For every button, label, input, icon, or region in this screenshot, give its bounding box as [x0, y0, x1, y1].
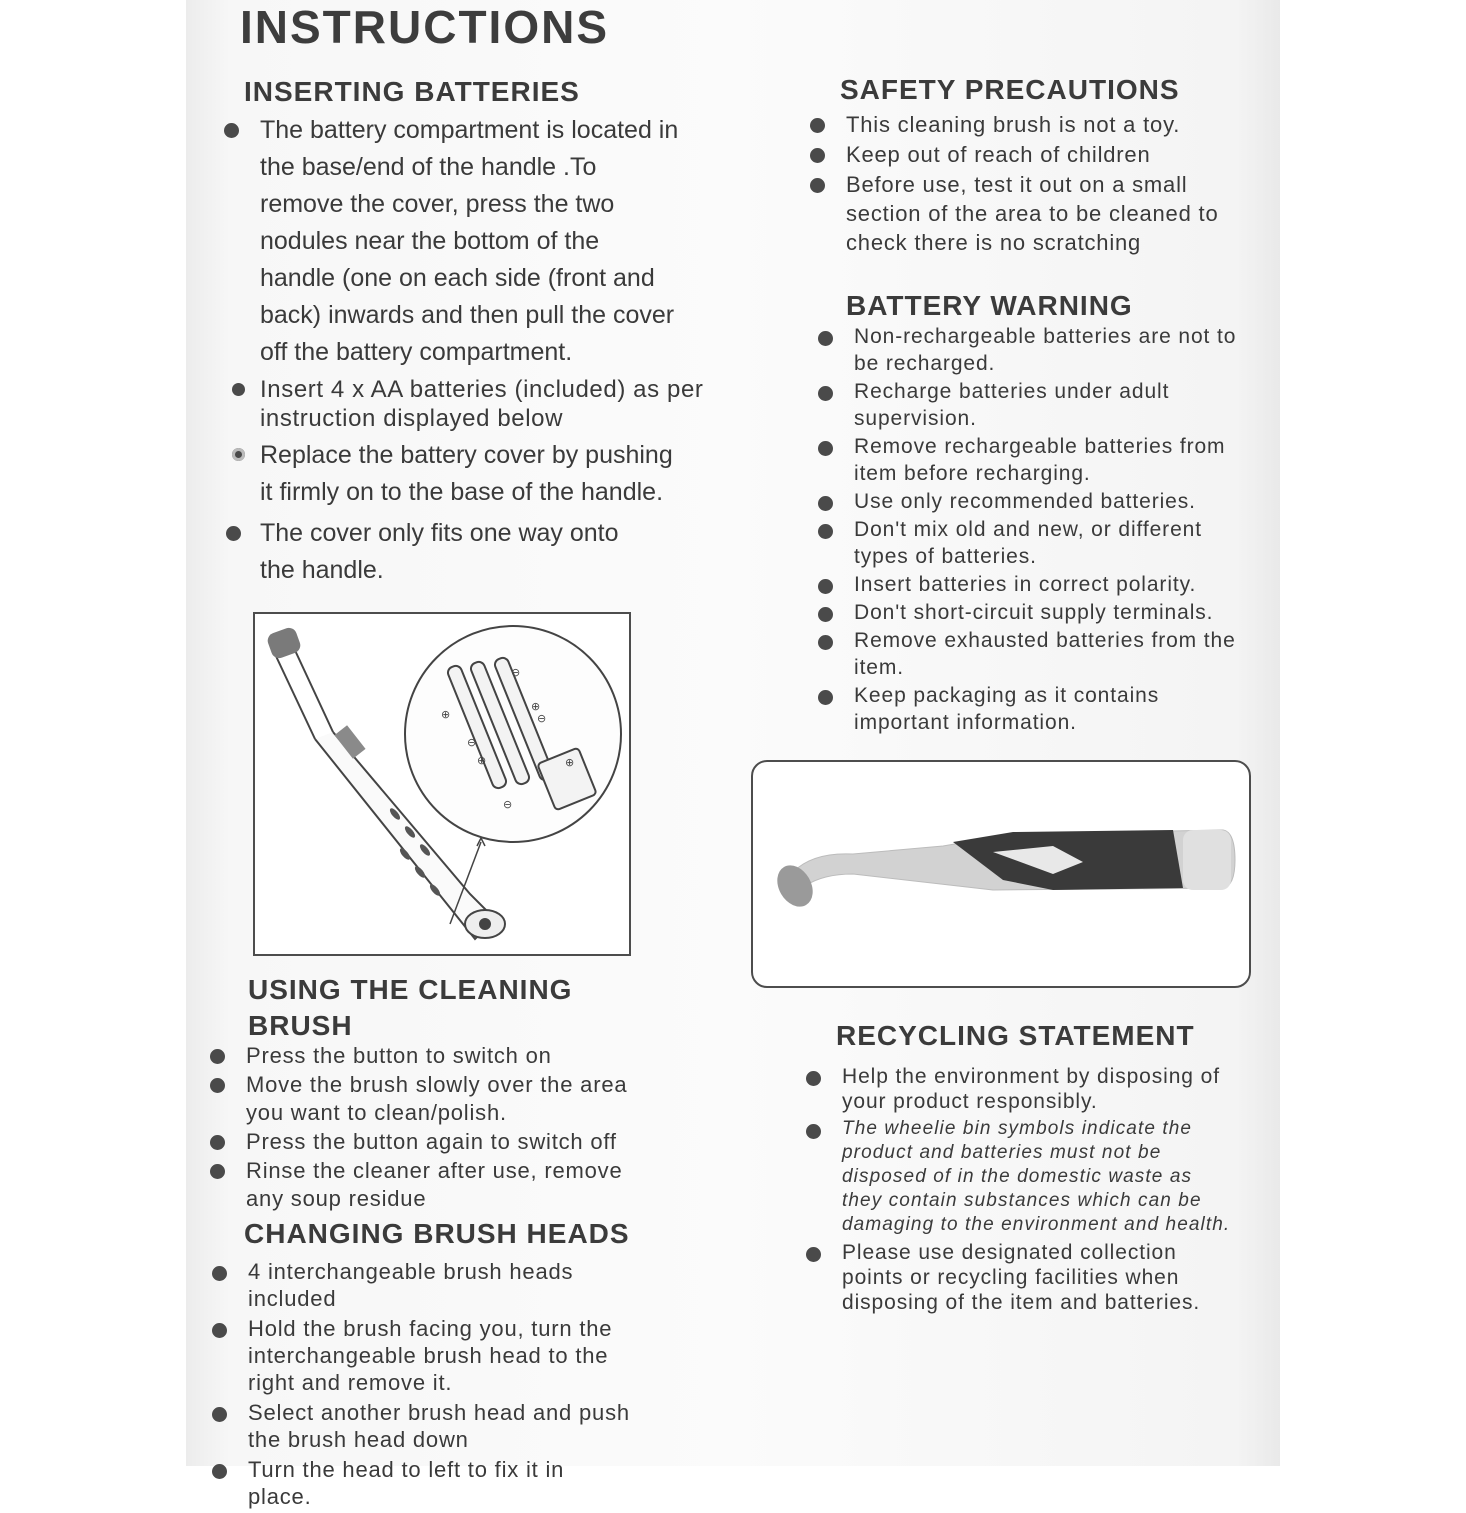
brush-battery-illustration	[255, 614, 629, 954]
list-item: This cleaning brush is not a toy.	[810, 110, 1220, 139]
list-item: Don't short-circuit supply terminals.	[818, 599, 1238, 626]
svg-text:⊖: ⊖	[503, 798, 513, 811]
list-item: Hold the brush facing you, turn the interchangeable brush head to the right and remove it.	[212, 1315, 632, 1396]
changing-heads-list	[212, 1258, 632, 1513]
svg-text:⊕: ⊕	[531, 700, 541, 713]
using-brush-heading: USING THE CLEANING BRUSH	[248, 974, 573, 1041]
svg-text:⊖: ⊖	[511, 666, 521, 679]
list-item: Use only recommended batteries.	[818, 488, 1238, 515]
list-item: Press the button again to switch off	[210, 1128, 650, 1156]
list-item: Keep packaging as it contains important information.	[818, 682, 1238, 736]
svg-text:⊕: ⊕	[565, 756, 575, 769]
using-brush-list	[210, 1042, 650, 1214]
list-item: Remove exhausted batteries from the item.	[818, 627, 1238, 681]
list-item: Rinse the cleaner after use, remove any soup residue	[210, 1157, 650, 1213]
battery-warning-list	[818, 323, 1238, 737]
svg-text:⊖: ⊖	[467, 736, 477, 749]
battery-insertion-diagram	[253, 612, 631, 956]
list-item: Insert 4 x AA batteries (included) as per instruction displayed below	[224, 375, 705, 433]
battery-warning-heading: BATTERY WARNING	[846, 290, 1133, 321]
list-item: Non-rechargeable batteries are not to be recharged.	[818, 323, 1238, 377]
list-item: Select another brush head and push the brush head down	[212, 1399, 632, 1453]
svg-text:⊕: ⊕	[477, 754, 487, 767]
list-item: 4 interchangeable brush heads included	[212, 1258, 632, 1312]
recycling-heading: RECYCLING STATEMENT	[836, 1020, 1195, 1051]
list-item: Recharge batteries under adult supervision.	[818, 378, 1238, 432]
changing-heads-heading: CHANGING BRUSH HEADS	[244, 1218, 630, 1249]
recycling-list	[806, 1064, 1236, 1318]
list-item: The wheelie bin symbols indicate the product and batteries must not be disposed of in the domestic waste as they contain substances which can be damaging to the environment and health.	[806, 1117, 1236, 1237]
list-item: Please use designated collection points or recycling facilities when disposing of the item and batteries.	[806, 1240, 1236, 1315]
list-item: The battery compartment is located in the base/end of the handle .To remove the cover, press the two nodules near the bottom of the handle (one on each side (front and back) inwards and then pull the cover off the battery compartment.	[224, 112, 680, 371]
list-item: Remove rechargeable batteries from item before recharging.	[818, 433, 1238, 487]
safety-heading: SAFETY PRECAUTIONS	[840, 74, 1180, 105]
list-item: Replace the battery cover by pushing it firmly on to the base of the handle.	[224, 437, 680, 511]
brush-product-photo	[751, 760, 1251, 988]
list-item: The cover only fits one way onto the handle.	[224, 515, 660, 589]
inserting-batteries-list	[224, 112, 704, 593]
list-item: Don't mix old and new, or different types of batteries.	[818, 516, 1238, 570]
list-item: Help the environment by disposing of your product responsibly.	[806, 1064, 1236, 1114]
list-item: Move the brush slowly over the area you want to clean/polish.	[210, 1071, 650, 1127]
svg-text:⊕: ⊕	[441, 708, 451, 721]
list-item: Keep out of reach of children	[810, 140, 1220, 169]
safety-list	[810, 110, 1220, 258]
list-item: Turn the head to left to fix it in place.	[212, 1456, 632, 1510]
list-item: Press the button to switch on	[210, 1042, 650, 1070]
page-title: INSTRUCTIONS	[240, 1, 609, 53]
inserting-batteries-heading: INSERTING BATTERIES	[244, 76, 580, 107]
list-item: Insert batteries in correct polarity.	[818, 571, 1238, 598]
list-item: Before use, test it out on a small section of the area to be cleaned to check there is no scratching	[810, 170, 1220, 257]
svg-text:⊖: ⊖	[537, 712, 547, 725]
cleaning-brush-illustration	[753, 762, 1249, 986]
